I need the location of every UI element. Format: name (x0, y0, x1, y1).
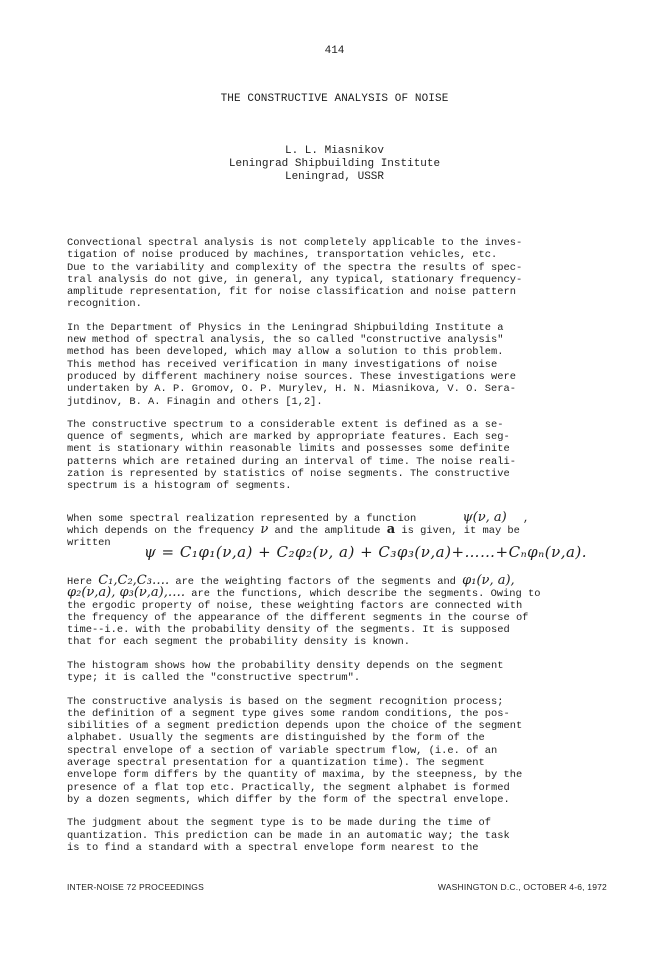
paragraph-histogram: The histogram shows how the probability density depends on the segment type; it is called the "constructive spectrum". (67, 660, 504, 685)
equation-psi: ψ = C₁φ₁(ν,a) + C₂φ₂(ν, a) + C₃φ₃(ν,a)+……+Cₙφₙ(ν,a). (144, 543, 588, 561)
paragraph-intro: Convectional spectral analysis is not completely applicable to the inves- tigation of noise produced by machines, transportation vehicles, etc. Due to the variability and complexity of the spectra the results of spec- tral analysis do not give, in general, any typical, stationary frequency- amplitude representation, fit for noise classification and noise pattern recognition. (67, 237, 523, 311)
author-location: Leningrad, USSR (284, 171, 385, 183)
paragraph-judgment: The judgment about the segment type is to be made during the time of quantization. This prediction can be made in an automatic way; the task is to find a standard with a spectral envelope form nearest to the (67, 817, 510, 854)
paragraph-here: Here C₁,C₂,C₃…. are the weighting factors of the segments and φ₁(ν, a), φ₂(ν,a), φ₃(ν,a),…. are the functions, which describe the segments. Owing to the ergodic property of noise, these weighting factors are connected with the frequency of the appearance of the different segments in the course of time--i.e. with the probability density of the segments. It is supposed that for each segment the probability density is known. (67, 573, 541, 649)
author-name: L. L. Miasnikov (284, 145, 385, 157)
math-nu: ν (260, 522, 269, 538)
paragraph-constructive-spectrum: The constructive spectrum to a considerable extent is defined as a se- quence of segments, which are marked by appropriate features. Each seg- ment is stationary within reasonable limits and possesses some definite patterns which are retained during an interval of time. The noise reali- zation is represented by statistics of noise segments. The constructive spectrum is a histogram of segments. (67, 418, 516, 493)
footer-location-date: WASHINGTON D.C., OCTOBER 4-6, 1972 (437, 882, 607, 892)
paragraph-department: In the Department of Physics in the Leningrad Shipbuilding Institute a new method of spectral analysis, the so called "constructive analysis" method has been developed, which may allow a solution to this problem. This method has received verification in many investigations of noise produced by different machinery noise sources. These investigations were undertaken by A. P. Gromov, O. P. Murylev, H. N. Miasnikova, V. O. Sera- jutdinov, B. A. Finagin and others [1,2]. (67, 321, 516, 408)
paper-title: THE CONSTRUCTIVE ANALYSIS OF NOISE (220, 93, 449, 105)
math-phi-functions: φ₂(ν,a), φ₃(ν,a),…. (67, 585, 186, 601)
math-psi: ψ(ν, a) (462, 510, 507, 525)
math-a: a (386, 522, 396, 538)
author-institution: Leningrad Shipbuilding Institute (228, 158, 441, 170)
author-block (0, 145, 669, 184)
math-coefficients: C₁,C₂,C₃…. (98, 573, 170, 588)
math-phi1: φ₁(ν, a), (462, 573, 515, 588)
page-number: 414 (324, 45, 345, 57)
paragraph-function: When some spectral realization represented by a function ψ(ν, a) , which depends on the frequency ν and the amplitude a is given, it may be written (67, 510, 530, 549)
body-text-upper (67, 237, 607, 504)
paragraph-recognition: The constructive analysis is based on the segment recognition process; the definition of a segment type gives some random conditions, the pos- sibilities of a segment prediction depends upon the choice of the segment alphabet. Usually the segments are distinguished by the form of the spectral envelope of a section of variable spectrum flow, (i.e. of an average spectral presentation for a quantization time). The segment envelope form differs by the quantity of maxima, by the steepness, by the presence of a flat top etc. Practically, the segment alphabet is formed by a dozen segments, which differ by the form of the spectral envelope. (67, 695, 523, 806)
footer-proceedings: INTER-NOISE 72 PROCEEDINGS (67, 882, 204, 892)
body-text-lower (67, 660, 607, 865)
